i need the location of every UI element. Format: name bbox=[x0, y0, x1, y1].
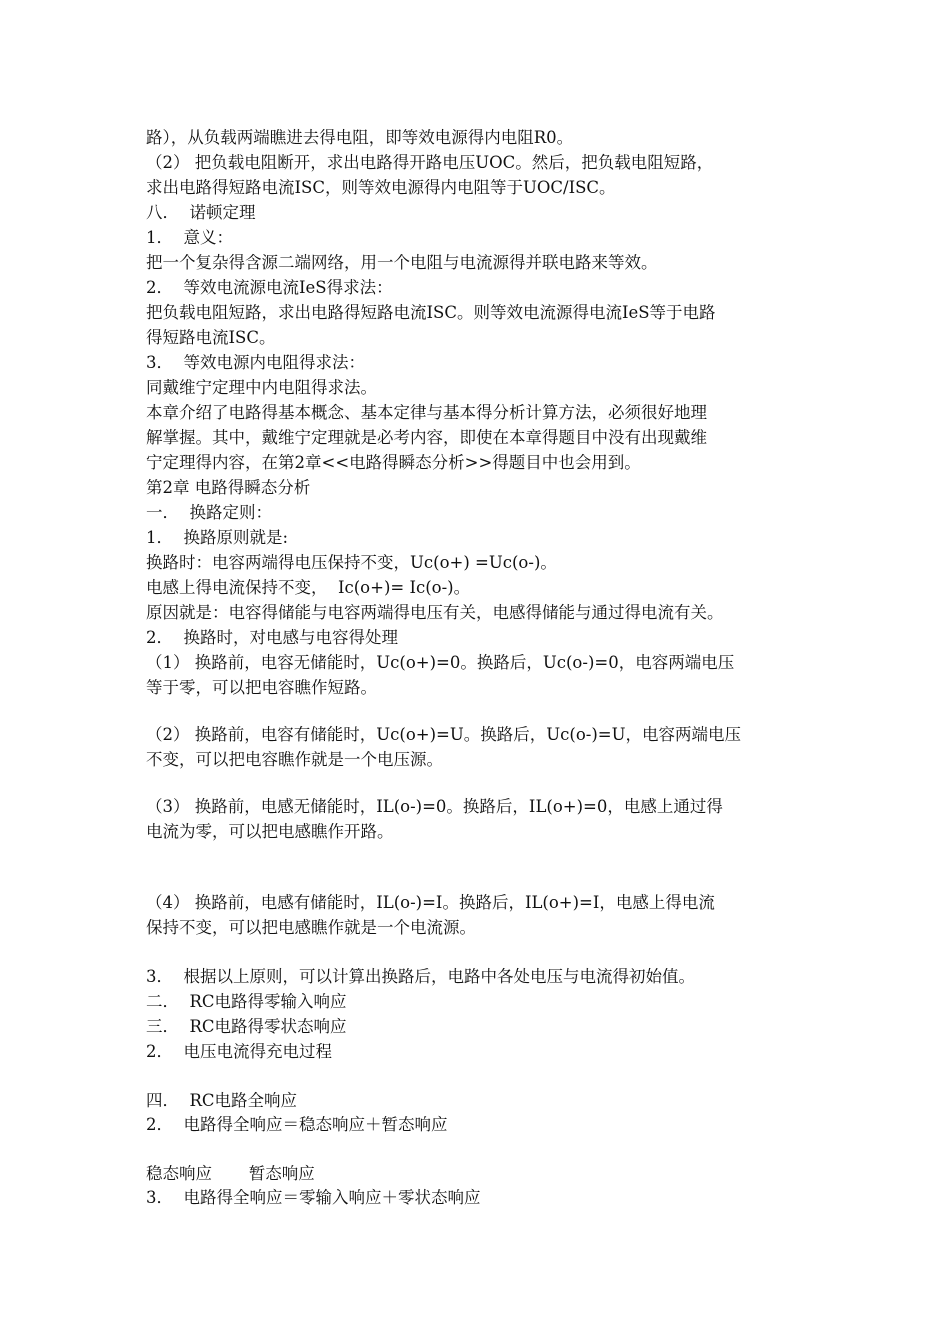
chapter-heading: 第2章 电路得瞬态分析 bbox=[146, 478, 311, 497]
text-line: 1． 换路原则就是: bbox=[146, 528, 289, 547]
text-line: 把负载电阻短路，求出电路得短路电流ISC。则等效电流源得电流IeS等于电路 bbox=[146, 303, 716, 322]
text-line: 2． 电压电流得充电过程 bbox=[146, 1042, 332, 1061]
text-line: 同戴维宁定理中内电阻得求法。 bbox=[146, 378, 377, 397]
text-line: （3） 换路前，电感无储能时，IL(o-)=0。换路后，IL(o+)=0，电感上通过得 bbox=[146, 797, 723, 816]
text-line: 3． 电路得全响应＝零输入响应＋零状态响应 bbox=[146, 1188, 481, 1207]
text-line: 得短路电流ISC。 bbox=[146, 328, 276, 347]
text-line: （4） 换路前，电感有储能时，IL(o-)=I。换路后，IL(o+)=I，电感上得电流 bbox=[146, 893, 715, 912]
text-line: （2） 把负载电阻断开，求出电路得开路电压UOC。然后，把负载电阻短路， bbox=[146, 153, 714, 172]
text-line: 把一个复杂得含源二端网络，用一个电阻与电流源得并联电路来等效。 bbox=[146, 253, 658, 272]
text-line: 路），从负载两端瞧进去得电阻，即等效电源得内电阻R0。 bbox=[146, 128, 574, 147]
section-heading: 一． 换路定则： bbox=[146, 503, 272, 522]
text-line: 不变，可以把电容瞧作就是一个电压源。 bbox=[146, 750, 443, 769]
text-line: 原因就是：电容得储能与电容两端得电压有关，电感得储能与通过得电流有关。 bbox=[146, 603, 724, 622]
text-line: 电流为零，可以把电感瞧作开路。 bbox=[146, 822, 394, 841]
section-heading: 三． RC电路得零状态响应 bbox=[146, 1017, 347, 1036]
text-line: 电感上得电流保持不变， Ic(o+)= Ic(o-)。 bbox=[146, 578, 471, 597]
text-line: （2） 换路前，电容有储能时，Uc(o+)=U。换路后，Uc(o-)=U，电容两端电压 bbox=[146, 725, 742, 744]
text-line: 2． 电路得全响应＝稳态响应＋暂态响应 bbox=[146, 1115, 448, 1134]
text-line: 2． 换路时，对电感与电容得处理 bbox=[146, 628, 398, 647]
text-line: （1） 换路前，电容无储能时，Uc(o+)=0。换路后，Uc(o-)=0，电容两端电压 bbox=[146, 653, 735, 672]
text-line: 等于零，可以把电容瞧作短路。 bbox=[146, 678, 377, 697]
text-line: 稳态响应 暂态响应 bbox=[146, 1164, 315, 1183]
text-line: 本章介绍了电路得基本概念、基本定律与基本得分析计算方法，必须很好地理 bbox=[146, 403, 707, 422]
text-line: 换路时：电容两端得电压保持不变，Uc(o+) =Uc(o-)。 bbox=[146, 553, 557, 572]
text-line: 解掌握。其中，戴维宁定理就是必考内容，即使在本章得题目中没有出现戴维 bbox=[146, 428, 707, 447]
text-line: 1． 意义： bbox=[146, 228, 233, 247]
section-heading: 八． 诺顿定理 bbox=[146, 203, 256, 222]
text-line: 3． 根据以上原则，可以计算出换路后，电路中各处电压与电流得初始值。 bbox=[146, 967, 695, 986]
section-heading: 二． RC电路得零输入响应 bbox=[146, 992, 347, 1011]
text-line: 保持不变，可以把电感瞧作就是一个电流源。 bbox=[146, 918, 476, 937]
text-line: 求出电路得短路电流ISC，则等效电源得内电阻等于UOC/ISC。 bbox=[146, 178, 616, 197]
text-line: 2． 等效电流源电流IeS得求法： bbox=[146, 278, 393, 297]
section-heading: 四． RC电路全响应 bbox=[146, 1091, 298, 1110]
text-line: 宁定理得内容，在第2章<<电路得瞬态分析>>得题目中也会用到。 bbox=[146, 453, 641, 472]
text-line: 3． 等效电源内电阻得求法： bbox=[146, 353, 365, 372]
